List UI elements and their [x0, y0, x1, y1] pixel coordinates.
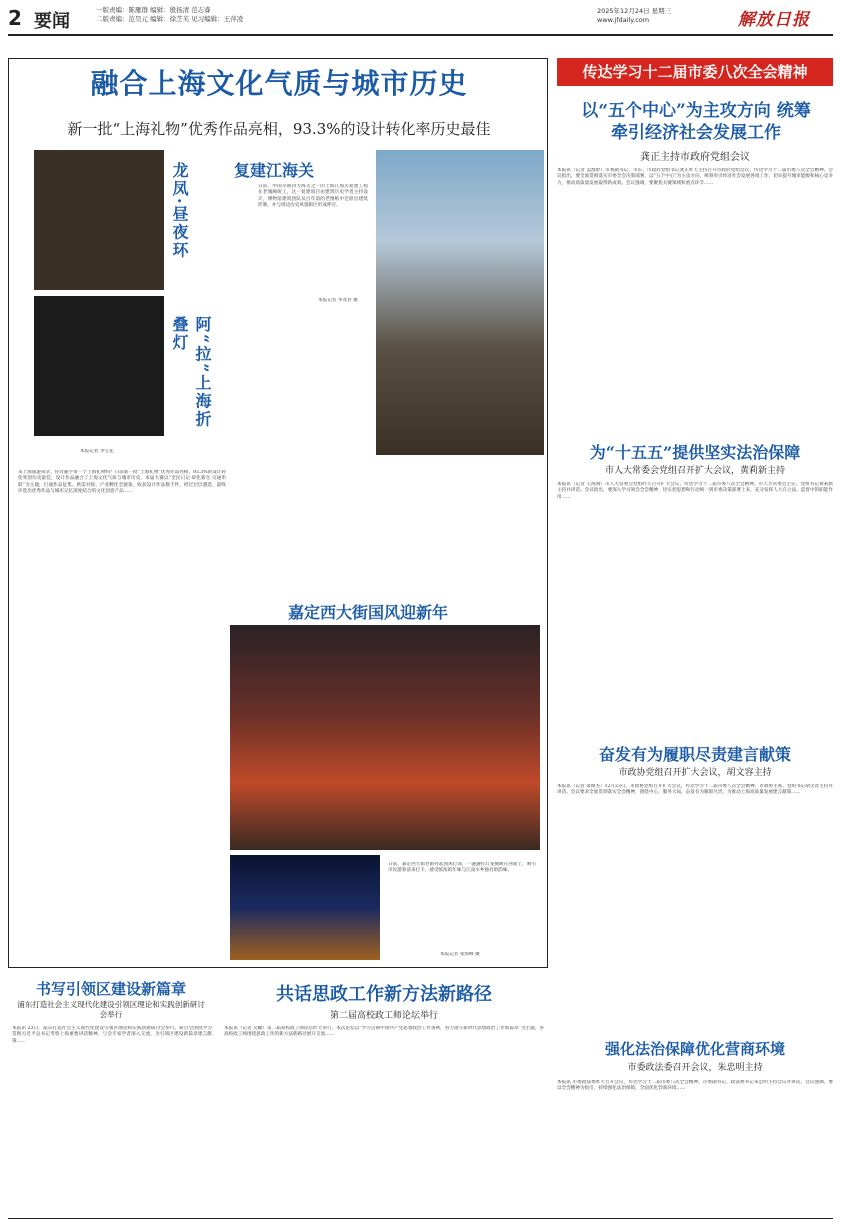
article6-body: 本报讯（记者 吴頔）第二届高校政工师论坛昨天举行。本次论坛以“学习贯彻中国共产党思想政治工作条例，努力谱写新时代思想政治工作新篇章”为主题，各高校政工师围绕思政工作的新方法新路径展开交流……: [224, 1026, 544, 1038]
lead-subtitle: 新一批“上海礼物”优秀作品亮相，93.3%的设计转化率历史最佳: [67, 120, 491, 138]
photo1-caption: 日前，中国早期四大海关之一的上海江海关复建工程在老城厢竣工，这一复建项目由建筑历史学者主持设计，博物馆建筑团队从百年前的老图纸中还原出建筑形制，并与周边历史风貌街区形成呼应。: [258, 184, 368, 209]
photo2-credit: 本报记者 张海峰 摄: [440, 952, 480, 957]
section-banner: 传达学习十二届市委八次全会精神: [557, 58, 833, 86]
photo1-title: 复建江海关: [234, 161, 315, 180]
article1-title: 以“五个中心”为主攻方向 统筹牵引经济社会发展工作: [581, 101, 811, 143]
product-caption-1: 龙凤·昼夜环: [170, 162, 189, 260]
photo1-credit: 本报记者 李茂君 摄: [318, 298, 358, 303]
photo2-title: 嘉定西大街国风迎新年: [287, 603, 448, 622]
photo-xidajie-night: [230, 855, 380, 960]
article1-subtitle: 龚正主持市政府党组会议: [640, 152, 750, 163]
editors-line-1: 一版责编：陈雁群 编辑：殷扬清 范志睿: [96, 6, 211, 14]
lead-title: 融合上海文化气质与城市历史: [90, 67, 468, 100]
section-title: 要闻: [34, 11, 70, 32]
date-text: 2025年12月24日 星期三: [597, 7, 672, 15]
article4-title: 强化法治保障优化营商环境: [604, 1040, 785, 1058]
editors-credit: [96, 6, 243, 24]
newspaper-logo: 解放日报: [738, 10, 810, 30]
article4-subtitle: 市委政法委召开会议，朱忠明主持: [627, 1063, 763, 1073]
page-number: 2: [8, 6, 22, 30]
issue-date: [597, 7, 671, 25]
article2-subtitle: 市人大常委会党组召开扩大会议，黄莉新主持: [604, 466, 785, 476]
article2-title: 为“十五五”提供坚实法治保障: [589, 443, 801, 462]
article6-subtitle: 第二届高校政工师论坛举行: [329, 1011, 438, 1021]
article4-body: 本报讯 市委政法委昨天召开会议，传达学习十二届市委八次全会精神。市委副书记、政法委书记朱忠明主持会议并讲话。会议强调，要以全会精神为指引，持续强化法治保障，全面优化营商环境……: [557, 1080, 833, 1092]
article3-body: 本报讯（记者 谈俊杰）12月23日，市政协党组召开扩大会议，传达学习十二届市委八次全会精神。市政协主席、党组书记胡文容主持并讲话。会议要求全面贯彻落实全会精神，围绕中心、服务大局，奋发有为履职尽责，为推动上海高质量发展建言献策……: [557, 784, 833, 796]
article6-title: 共话思政工作新方法新路径: [276, 984, 492, 1005]
product-photo-lamp: [34, 296, 164, 436]
product-caption-2: 阿“拉”上海折叠灯: [170, 316, 212, 429]
masthead-rule: [8, 34, 833, 36]
article2-body: 本报讯（记者 王海燕）市人大常委会党组昨天召开扩大会议，传达学习十二届市委八次全会精神。市人大常委会主任、党组书记黄莉新主持并讲话。会议指出，要深入学习领会全会精神，切实把思想和行动统一到市委决策部署上来，充分发挥人大在立法、监督中的职能作用……: [557, 482, 833, 500]
product-photo-bracelet: [34, 150, 164, 290]
website[interactable]: www.jfdaily.com: [597, 16, 650, 24]
article1-body: 本报讯（记者 孟群舒）市委副书记、市长、市政府党组书记龚正昨天主持召开市政府党组会议，传达学习十二届市委八次全会精神。会议指出，要全面贯彻落实市委全会决策部署，以“五个中心”为主攻方向，统筹牵引经济社会发展各项工作，切实提升城市能级和核心竞争力，推动高质量发展取得新成效。会议强调，要聚焦关键领域和重点环节……: [557, 168, 833, 186]
article5-title: 书写引领区建设新篇章: [35, 980, 186, 998]
article5-subtitle: 浦东打造社会主义现代化建设引领区理论和实践创新研讨会举行: [17, 1000, 205, 1019]
article3-title: 奋发有为履职尽责建言献策: [598, 745, 791, 764]
photo-customs-house: [376, 150, 544, 455]
lead-photo-credit: 本报记者 李宝花: [80, 449, 114, 454]
article5-body: 本报讯 23日，浦东打造社会主义现代化建设引领区理论和实践创新研讨会举行。研讨会围绕学习贯彻习近平总书记考察上海重要讲话精神，与会专家学者深入交流，为引领区建设新篇章建言献策……: [12, 1026, 212, 1044]
lead-body: 来上海旅游探亲，你肯随手带一个上海礼物吗？日前新一批“上海礼物”优秀作品亮相，93.3%的设计转化率创历史最佳，设计作品融合了上海文化气质与城市历史。本届大赛以“全民日记·碎化新生·交通串联”为主题，打通作品征集、供需对接、产业孵化全链条，收获设计作品数千件，经过层层遴选，最终评选出优秀作品与城市记忆深度结合的文化创意产品……: [18, 470, 226, 495]
photo2-caption: 日前，嘉定西大街老街亮起国风灯饰，一盏盏红灯笼倒映在河面上，吸引市民游客前来打卡，感受浓浓的年味与江南水乡独有的韵味。: [388, 862, 536, 874]
masthead: [0, 0, 841, 34]
bottom-rule: [8, 1218, 833, 1219]
photo-xidajie-street: [230, 625, 540, 850]
article3-subtitle: 市政协党组召开扩大会议，胡文容主持: [618, 768, 772, 778]
editors-line-2: 二版责编：范昊元 编辑：徐芝芙 见习编辑：王萍凌: [96, 15, 244, 23]
